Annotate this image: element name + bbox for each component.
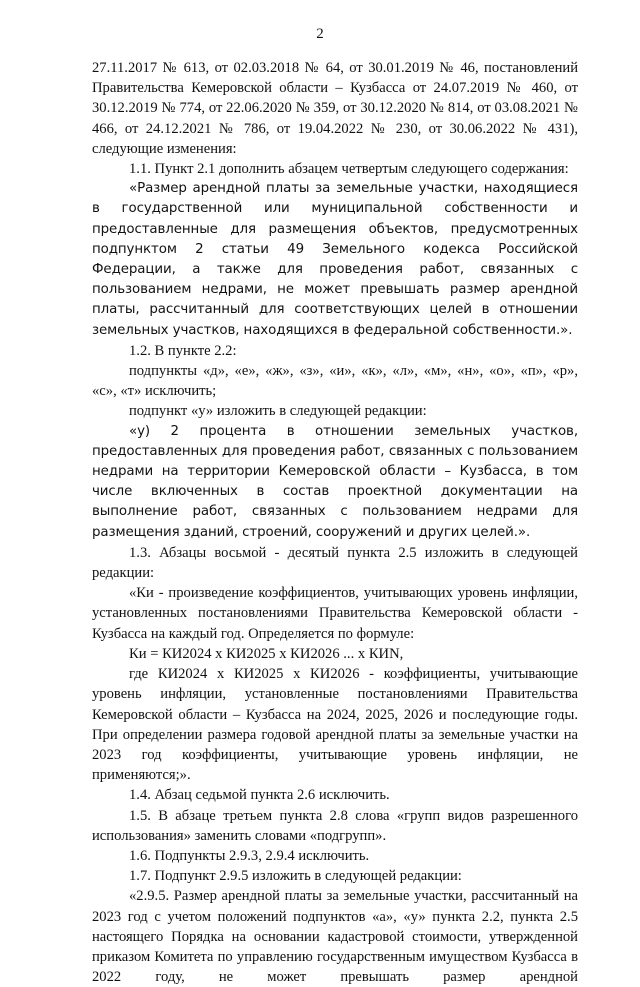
paragraph-quote-2-9-5: «2.9.5. Размер арендной платы за земельные участки, рассчитанный на 2023 год с учетом положений подпунктов «а», «у» пункта 2.2, пункта 2.5 настоящего Порядка на основании кадастровой стоимости, утвержденной приказом Комитета по управлению государственным имуществом Кузбасса в 2022 году, не может превышать размер арендной <box>92 888 578 986</box>
paragraph-1-2: 1.2. В пункте 2.2: <box>129 342 237 359</box>
paragraph-quote-rent-limit: «Размер арендной платы за земельные участки, находящиеся в государственной или муниципальной собственности и предоставленные для размещения объектов, предусмотренных подпунктом 2 статьи 49 Земельного кодекса Российской Федерации, а также для проведения работ, связанных с пользованием недрами, не может превышать размер арендной платы, рассчитанный для соответствующих целей в отношении земельных участков, находящихся в федеральной собственности.». <box>92 181 578 338</box>
paragraph-formula: Ки = КИ2024 х КИ2025 х КИ2026 ... х КИN, <box>129 645 404 662</box>
paragraph-1-5: 1.5. В абзаце третьем пункта 2.8 слова «групп видов разрешенного использования» заменить словами «подгрупп». <box>92 807 578 844</box>
paragraph-coefficients: где КИ2024 х КИ2025 х КИ2026 - коэффициенты, учитывающие уровень инфляции, установленные постановлениями Правительства Кемеровской области – Кузбасса на 2024, 2025, 2026 и последующие годы. При определении размера годовой арендной платы за земельные участки на 2023 год коэффициенты, учитывающие уровень инфляции, не применяются;». <box>92 666 578 784</box>
paragraph-1-7: 1.7. Подпункт 2.9.5 изложить в следующей редакции: <box>129 868 462 885</box>
paragraph-subclauses-excluded: подпункты «д», «е», «ж», «з», «и», «к», «л», «м», «н», «о», «п», «р», «с», «т» исключить; <box>92 363 578 400</box>
paragraph-1-1: 1.1. Пункт 2.1 дополнить абзацем четвертым следующего содержания: <box>129 161 569 178</box>
paragraph-quote-ki: «Ки - произведение коэффициентов, учитывающих уровень инфляции, установленных постановлениями Правительства Кемеровской области - Кузбасса на каждый год. Определяется по формуле: <box>92 585 578 642</box>
page-number: 2 <box>316 26 324 42</box>
paragraph-subclause-u: подпункт «у» изложить в следующей редакции: <box>129 403 427 420</box>
paragraph-1-6: 1.6. Подпункты 2.9.3, 2.9.4 исключить. <box>129 847 370 864</box>
paragraph-1-4: 1.4. Абзац седьмой пункта 2.6 исключить. <box>129 787 390 804</box>
paragraph-amendment-intro: 27.11.2017 № 613, от 02.03.2018 № 64, от 30.01.2019 № 46, постановлений Правительства Кемеровской области – Кузбасса от 24.07.2019 № 460, от 30.12.2019 № 774, от 22.06.2020 № 359, от 30.12.2020 № 814, от 03.08.2021 № 466, от 24.12.2021 № 786, от 19.04.2022 № 230, от 30.06.2022 № 431), следующие изменения: <box>92 60 578 157</box>
paragraph-quote-subclause-u: «у) 2 процента в отношении земельных участков, предоставленных для проведения работ, связанных с пользованием недрами на территории Кемеровской области – Кузбасса, в том числе включенных в состав проектной документации на выполнение работ, связанных с пользованием недрами для размещения зданий, строений, сооружений и других целей.». <box>92 423 578 540</box>
document-body <box>92 58 578 987</box>
paragraph-1-3: 1.3. Абзацы восьмой - десятый пункта 2.5 изложить в следующей редакции: <box>92 544 578 582</box>
